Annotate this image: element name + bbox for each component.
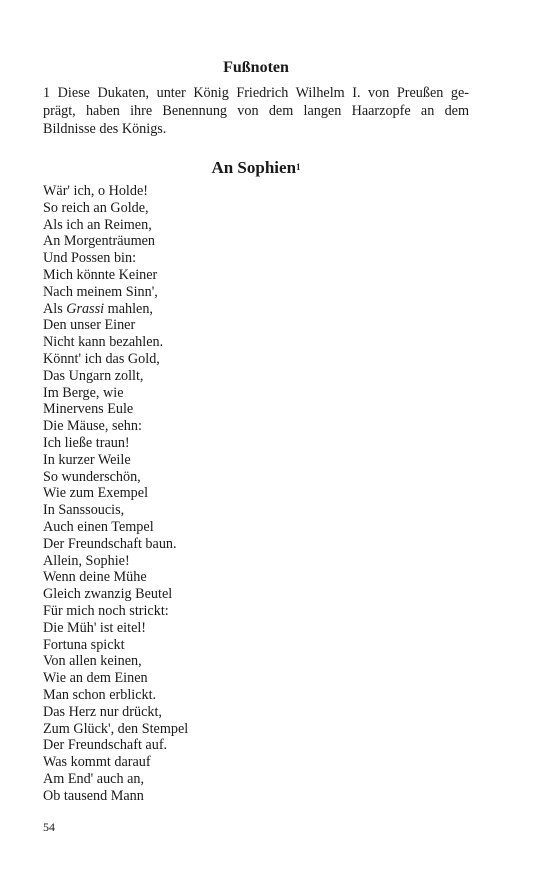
poem-line: Nicht kann bezahlen. bbox=[43, 334, 164, 351]
poem-line: Von allen keinen, bbox=[43, 653, 142, 670]
poem-line: Wär' ich, o Holde! bbox=[43, 183, 148, 199]
poem-line: Der Freundschaft auf. bbox=[43, 737, 168, 754]
poem-line-emphasis: Grassi bbox=[66, 300, 105, 317]
poem-line: Gleich zwanzig Beutel bbox=[43, 586, 173, 603]
poem-line: Als ich an Reimen, bbox=[43, 216, 152, 233]
poem-line: So wunderschön, bbox=[43, 468, 141, 485]
poem-line: Wenn deine Mühe bbox=[43, 569, 147, 586]
poem-line: Der Freundschaft baun. bbox=[43, 535, 177, 552]
poem-line: In kurzer Weile bbox=[43, 451, 131, 468]
poem-line-text: Als bbox=[43, 300, 67, 317]
poem-line: Das Ungarn zollt, bbox=[43, 367, 144, 384]
footnotes-heading: Fußnoten bbox=[223, 59, 289, 76]
poem-line: Mich könnte Keiner bbox=[43, 266, 158, 283]
poem-line: Minervens Eule bbox=[43, 401, 134, 418]
poem-line: Die Müh' ist eitel! bbox=[43, 619, 147, 636]
poem-line: Allein, Sophie! bbox=[43, 552, 130, 569]
footnote-line: prägt, haben ihre Benennung von dem langen Haarzopfe an dem bbox=[43, 103, 469, 119]
footnote-reference: 1 bbox=[296, 162, 301, 172]
footnote-line: 1 Diese Dukaten, unter König Friedrich Wilhelm I. von Preußen ge- bbox=[43, 85, 469, 101]
poem-body bbox=[43, 183, 188, 804]
poem-line-text: mahlen, bbox=[104, 300, 153, 317]
poem-line: Fortuna spickt bbox=[43, 636, 125, 653]
poem-line: Im Berge, wie bbox=[43, 384, 124, 401]
poem-line: Und Possen bin: bbox=[43, 250, 137, 267]
poem-title bbox=[43, 158, 469, 178]
poem-line bbox=[43, 301, 188, 318]
poem-line: Was kommt darauf bbox=[43, 754, 151, 771]
poem-line: Wie zum Exempel bbox=[43, 485, 149, 502]
poem-line: Für mich noch strickt: bbox=[43, 602, 169, 619]
poem-line: Nach meinem Sinn', bbox=[43, 283, 158, 300]
poem-line: Ob tausend Mann bbox=[43, 787, 144, 804]
footnote-line: Bildnisse des Königs. bbox=[43, 121, 167, 137]
poem-line: Zum Glück', den Stempel bbox=[43, 720, 189, 737]
poem-line: Ich ließe traun! bbox=[43, 434, 130, 451]
poem-line: So reich an Golde, bbox=[43, 199, 149, 216]
poem-line: Die Mäuse, sehn: bbox=[43, 418, 142, 435]
poem-line: Auch einen Tempel bbox=[43, 518, 154, 535]
poem-title-text: An Sophien bbox=[211, 158, 297, 177]
page-number: 54 bbox=[43, 820, 55, 834]
poem-line: Man schon erblickt. bbox=[43, 686, 157, 703]
poem-line: Könnt' ich das Gold, bbox=[43, 350, 160, 367]
poem-line: Den unser Einer bbox=[43, 317, 136, 334]
footnote-text bbox=[43, 84, 469, 138]
poem-line: Das Herz nur drückt, bbox=[43, 703, 162, 720]
poem-line: In Sanssoucis, bbox=[43, 502, 125, 519]
poem-line: An Morgenträumen bbox=[43, 233, 156, 250]
poem-line: Am End' auch an, bbox=[43, 770, 145, 787]
poem-line: Wie an dem Einen bbox=[43, 670, 148, 687]
